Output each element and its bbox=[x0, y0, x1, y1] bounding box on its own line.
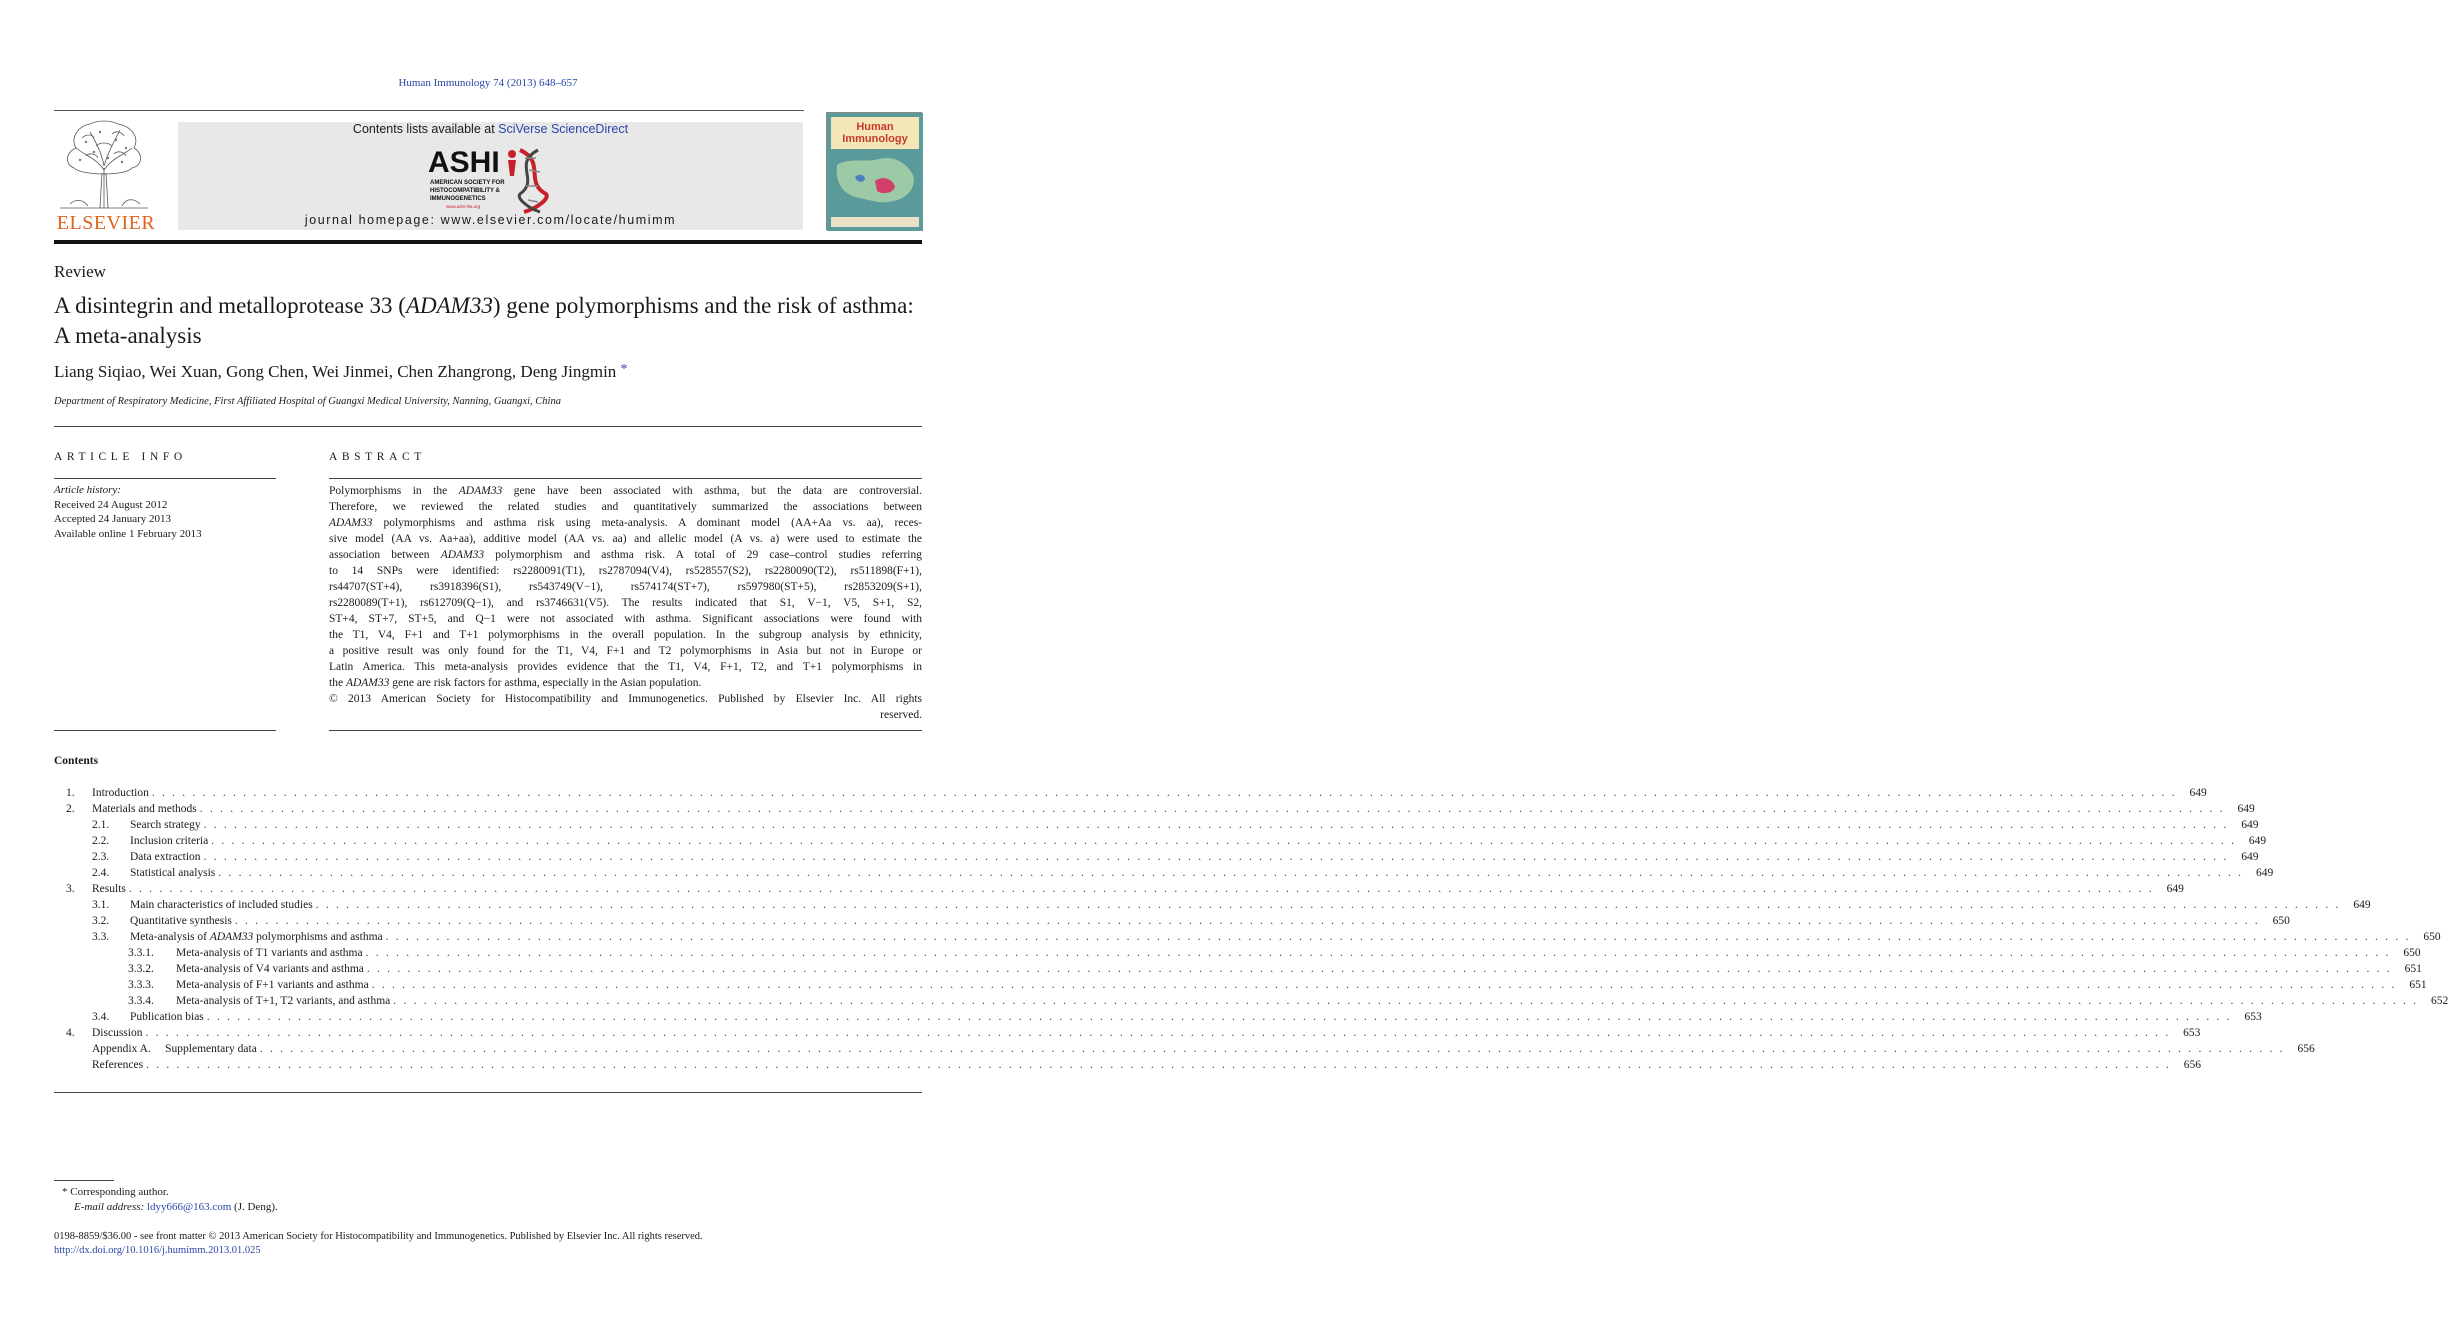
toc-title: Data extraction bbox=[130, 851, 201, 863]
toc-title: Meta-analysis of V4 variants and asthma bbox=[176, 963, 364, 975]
table-of-contents bbox=[54, 785, 2448, 1073]
toc-page-number: 649 bbox=[2241, 851, 2259, 863]
abstract-line: to 14 SNPs were identified: rs2280091(T1), rs2787094(V4), rs528557(S2), rs2280090(T2), rs511898(F+1), bbox=[329, 565, 922, 577]
toc-entry[interactable] bbox=[54, 897, 2371, 913]
article-type-label: Review bbox=[54, 262, 106, 281]
toc-entry[interactable] bbox=[54, 849, 2259, 865]
toc-title: Materials and methods bbox=[92, 803, 197, 815]
toc-entry[interactable] bbox=[54, 801, 2255, 817]
ashi-society-logo[interactable] bbox=[428, 142, 556, 214]
toc-entry[interactable] bbox=[54, 977, 2427, 993]
toc-title: Search strategy bbox=[130, 819, 201, 831]
toc-leader-dots: . . . . . . . . . . . . . . . . . . . . . . . . . . . . . . . . . . . . . . . . . . . . . . . . . . . . . . . . . . . . . . . . . . . . . . . . . . . . . . . . . . . . . . . . . . . . . . . . . . . . . . . . . . . . . . . . . . . . . . . . . . . . . . . . . . . . . . . . . . . . . . . . . . . . . . . . . . . . . . . . . . . . . . . . . . . . . . . . . . . . . . . . . . . . . . . . . . . . . . . . bbox=[371, 979, 2397, 991]
toc-number: 2. bbox=[66, 803, 75, 815]
author-affiliation: Department of Respiratory Medicine, First Affiliated Hospital of Guangxi Medical University, Nanning, Guangxi, China bbox=[54, 396, 561, 407]
journal-reference-link[interactable]: Human Immunology 74 (2013) 648–657 bbox=[398, 77, 578, 89]
toc-number: 1. bbox=[66, 787, 75, 799]
toc-leader-dots: . . . . . . . . . . . . . . . . . . . . . . . . . . . . . . . . . . . . . . . . . . . . . . . . . . . . . . . . . . . . . . . . . . . . . . . . . . . . . . . . . . . . . . . . . . . . . . . . . . . . . . . . . . . . . . . . . . . . . . . . . . . . . . . . . . . . . . . . . . . . . . . . . . . . . . . . . . . . . . . . . . . . . . . . . . . . . . . . . . . . . . . . . . . . . . . . . . . . . . . . bbox=[151, 787, 2177, 799]
toc-number: 2.1. bbox=[92, 819, 110, 831]
article-info-heading: ARTICLE INFO bbox=[54, 451, 187, 463]
toc-page-number: 649 bbox=[2189, 787, 2207, 799]
toc-page-number: 653 bbox=[2244, 1011, 2262, 1023]
toc-page-number: 651 bbox=[2404, 963, 2422, 975]
author-email-link[interactable]: ldyy666@163.com bbox=[146, 1201, 232, 1213]
toc-entry[interactable] bbox=[54, 1041, 2315, 1057]
footnote-rule bbox=[54, 1180, 114, 1181]
toc-entry[interactable] bbox=[54, 785, 2207, 801]
toc-page-number: 653 bbox=[2183, 1027, 2201, 1039]
ashi-name-line3: IMMUNOGENETICS bbox=[430, 196, 486, 202]
abstract-lines bbox=[329, 483, 922, 691]
toc-title: Statistical analysis bbox=[130, 867, 216, 879]
abstract-line: the T1, V4, F+1 and T+1 polymorphisms in the overall population. In the subgroup analysis by ethnicity, bbox=[329, 629, 922, 641]
toc-title: Appendix A. Supplementary data bbox=[92, 1043, 257, 1055]
toc-leader-dots: . . . . . . . . . . . . . . . . . . . . . . . . . . . . . . . . . . . . . . . . . . . . . . . . . . . . . . . . . . . . . . . . . . . . . . . . . . . . . . . . . . . . . . . . . . . . . . . . . . . . . . . . . . . . . . . . . . . . . . . . . . . . . . . . . . . . . . . . . . . . . . . . . . . . . . . . . . . . . . . . . . . . . . . . . . . . . . . . . . . . . . . . . . . . . . . . . . . . . . . . bbox=[365, 947, 2391, 959]
elsevier-logo[interactable] bbox=[54, 118, 158, 234]
toc-page-number: 649 bbox=[2166, 883, 2184, 895]
contents-heading: Contents bbox=[54, 755, 99, 767]
abstract-line: a positive result was only found for the T1, V4, F+1 and T2 polymorphisms in Asia but not in Europe or bbox=[329, 645, 922, 657]
abstract-heading: ABSTRACT bbox=[329, 451, 426, 463]
toc-page-number: 649 bbox=[2353, 899, 2371, 911]
toc-page-number: 656 bbox=[2297, 1043, 2315, 1055]
toc-page-number: 652 bbox=[2430, 995, 2448, 1007]
article-info-bottom-rule bbox=[54, 730, 276, 731]
toc-title: Meta-analysis of T+1, T2 variants, and asthma bbox=[176, 995, 391, 1007]
toc-title: Meta-analysis of F+1 variants and asthma bbox=[176, 979, 369, 991]
toc-leader-dots: . . . . . . . . . . . . . . . . . . . . . . . . . . . . . . . . . . . . . . . . . . . . . . . . . . . . . . . . . . . . . . . . . . . . . . . . . . . . . . . . . . . . . . . . . . . . . . . . . . . . . . . . . . . . . . . . . . . . . . . . . . . . . . . . . . . . . . . . . . . . . . . . . . . . . . . . . . . . . . . . . . . . . . . . . . . . . . . . . . . . . . . . . . . . . . . . . . . . . . . . bbox=[199, 803, 2225, 815]
toc-title: Quantitative synthesis bbox=[130, 915, 232, 927]
abstract-line: ADAM33 polymorphisms and asthma risk using meta-analysis. A dominant model (AA+Aa vs. aa), reces- bbox=[329, 517, 922, 529]
corresponding-author-marker[interactable]: * bbox=[620, 362, 628, 377]
toc-leader-dots: . . . . . . . . . . . . . . . . . . . . . . . . . . . . . . . . . . . . . . . . . . . . . . . . . . . . . . . . . . . . . . . . . . . . . . . . . . . . . . . . . . . . . . . . . . . . . . . . . . . . . . . . . . . . . . . . . . . . . . . . . . . . . . . . . . . . . . . . . . . . . . . . . . . . . . . . . . . . . . . . . . . . . . . . . . . . . . . . . . . . . . . . . . . . . . . . . . . . . . . . bbox=[128, 883, 2154, 895]
ashi-url: www.ashi-hla.org bbox=[446, 204, 481, 209]
cover-title: Human Immunology bbox=[842, 121, 908, 145]
history-label: Article history: bbox=[54, 484, 121, 496]
toc-page-number: 650 bbox=[2403, 947, 2421, 959]
ashi-name-line1: AMERICAN SOCIETY FOR bbox=[430, 180, 505, 186]
toc-leader-dots: . . . . . . . . . . . . . . . . . . . . . . . . . . . . . . . . . . . . . . . . . . . . . . . . . . . . . . . . . . . . . . . . . . . . . . . . . . . . . . . . . . . . . . . . . . . . . . . . . . . . . . . . . . . . . . . . . . . . . . . . . . . . . . . . . . . . . . . . . . . . . . . . . . . . . . . . . . . . . . . . . . . . . . . . . . . . . . . . . . . . . . . . . . . . . . . . . . . . . . . . bbox=[385, 931, 2411, 943]
toc-number: 3.3.4. bbox=[128, 995, 154, 1007]
toc-entry[interactable] bbox=[54, 945, 2421, 961]
toc-number: 2.2. bbox=[92, 835, 110, 847]
toc-page-number: 650 bbox=[2423, 931, 2441, 943]
elsevier-tree-icon bbox=[56, 118, 152, 210]
toc-page-number: 649 bbox=[2237, 803, 2255, 815]
toc-leader-dots: . . . . . . . . . . . . . . . . . . . . . . . . . . . . . . . . . . . . . . . . . . . . . . . . . . . . . . . . . . . . . . . . . . . . . . . . . . . . . . . . . . . . . . . . . . . . . . . . . . . . . . . . . . . . . . . . . . . . . . . . . . . . . . . . . . . . . . . . . . . . . . . . . . . . . . . . . . . . . . . . . . . . . . . . . . . . . . . . . . . . . . . . . . . . . . . . . . . . . . . . bbox=[203, 851, 2229, 863]
toc-number: 3.3.2. bbox=[128, 963, 154, 975]
abstract-body bbox=[329, 483, 922, 723]
affiliation-rule bbox=[54, 426, 922, 427]
toc-leader-dots: . . . . . . . . . . . . . . . . . . . . . . . . . . . . . . . . . . . . . . . . . . . . . . . . . . . . . . . . . . . . . . . . . . . . . . . . . . . . . . . . . . . . . . . . . . . . . . . . . . . . . . . . . . . . . . . . . . . . . . . . . . . . . . . . . . . . . . . . . . . . . . . . . . . . . . . . . . . . . . . . . . . . . . . . . . . . . . . . . . . . . . . . . . . . . . . . . . . . . . . . bbox=[393, 995, 2419, 1007]
toc-number: 3.1. bbox=[92, 899, 110, 911]
toc-number: 3.3.3. bbox=[128, 979, 154, 991]
author-list: Liang Siqiao, Wei Xuan, Gong Chen, Wei Jinmei, Chen Zhangrong, Deng Jingmin * bbox=[54, 362, 628, 381]
abstract-line: the ADAM33 gene are risk factors for asthma, especially in the Asian population. bbox=[329, 677, 702, 689]
toc-leader-dots: . . . . . . . . . . . . . . . . . . . . . . . . . . . . . . . . . . . . . . . . . . . . . . . . . . . . . . . . . . . . . . . . . . . . . . . . . . . . . . . . . . . . . . . . . . . . . . . . . . . . . . . . . . . . . . . . . . . . . . . . . . . . . . . . . . . . . . . . . . . . . . . . . . . . . . . . . . . . . . . . . . . . . . . . . . . . . . . . . . . . . . . . . . . . . . . . . . . . . . . . bbox=[366, 963, 2392, 975]
abstract-line: association between ADAM33 polymorphism and asthma risk. A total of 29 case–control studies referring bbox=[329, 549, 922, 561]
toc-title: Meta-analysis of T1 variants and asthma bbox=[176, 947, 363, 959]
toc-entry[interactable] bbox=[54, 865, 2274, 881]
toc-entry[interactable] bbox=[54, 833, 2267, 849]
toc-leader-dots: . . . . . . . . . . . . . . . . . . . . . . . . . . . . . . . . . . . . . . . . . . . . . . . . . . . . . . . . . . . . . . . . . . . . . . . . . . . . . . . . . . . . . . . . . . . . . . . . . . . . . . . . . . . . . . . . . . . . . . . . . . . . . . . . . . . . . . . . . . . . . . . . . . . . . . . . . . . . . . . . . . . . . . . . . . . . . . . . . . . . . . . . . . . . . . . . . . . . . . . . bbox=[259, 1043, 2285, 1055]
online-date: Available online 1 February 2013 bbox=[54, 527, 202, 540]
journal-cover-thumbnail[interactable] bbox=[826, 112, 922, 230]
abstract-line: Latin America. This meta-analysis provides evidence that the T1, V4, F+1, T2, and T+1 polymorphisms in bbox=[329, 661, 922, 673]
toc-entry[interactable] bbox=[54, 881, 2184, 897]
header-bottom-rule bbox=[54, 240, 922, 244]
received-date: Received 24 August 2012 bbox=[54, 498, 168, 511]
toc-number: 3.4. bbox=[92, 1011, 110, 1023]
toc-leader-dots: . . . . . . . . . . . . . . . . . . . . . . . . . . . . . . . . . . . . . . . . . . . . . . . . . . . . . . . . . . . . . . . . . . . . . . . . . . . . . . . . . . . . . . . . . . . . . . . . . . . . . . . . . . . . . . . . . . . . . . . . . . . . . . . . . . . . . . . . . . . . . . . . . . . . . . . . . . . . . . . . . . . . . . . . . . . . . . . . . . . . . . . . . . . . . . . . . . . . . . . . bbox=[203, 819, 2229, 831]
toc-page-number: 649 bbox=[2255, 867, 2274, 879]
toc-title: References bbox=[92, 1059, 144, 1071]
toc-page-number: 651 bbox=[2409, 979, 2427, 991]
toc-title: Main characteristics of included studies bbox=[130, 899, 313, 911]
dna-helix-icon bbox=[508, 150, 547, 212]
article-info-rule bbox=[54, 478, 276, 479]
page-footer bbox=[54, 1230, 703, 1258]
toc-number: 3.2. bbox=[92, 915, 110, 927]
toc-entry[interactable] bbox=[54, 1057, 2202, 1073]
toc-number: 3.3. bbox=[92, 931, 110, 943]
abstract-line: Therefore, we reviewed the related studies and quantitatively summarized the associations between bbox=[329, 501, 922, 513]
toc-leader-dots: . . . . . . . . . . . . . . . . . . . . . . . . . . . . . . . . . . . . . . . . . . . . . . . . . . . . . . . . . . . . . . . . . . . . . . . . . . . . . . . . . . . . . . . . . . . . . . . . . . . . . . . . . . . . . . . . . . . . . . . . . . . . . . . . . . . . . . . . . . . . . . . . . . . . . . . . . . . . . . . . . . . . . . . . . . . . . . . . . . . . . . . . . . . . . . . . . . . . . . . . bbox=[146, 1059, 2172, 1071]
toc-leader-dots: . . . . . . . . . . . . . . . . . . . . . . . . . . . . . . . . . . . . . . . . . . . . . . . . . . . . . . . . . . . . . . . . . . . . . . . . . . . . . . . . . . . . . . . . . . . . . . . . . . . . . . . . . . . . . . . . . . . . . . . . . . . . . . . . . . . . . . . . . . . . . . . . . . . . . . . . . . . . . . . . . . . . . . . . . . . . . . . . . . . . . . . . . . . . . . . . . . . . . . . . bbox=[206, 1011, 2232, 1023]
issn-line: 0198-8859/$36.00 - see front matter © 2013 American Society for Histocompatibility and Immunogenetics. Published by Elsevier Inc. All rights reserved. bbox=[54, 1231, 703, 1242]
article-title: A disintegrin and metalloprotease 33 (ADAM33) gene polymorphisms and the risk of asthma: A meta-analysis bbox=[54, 293, 914, 348]
toc-leader-dots: . . . . . . . . . . . . . . . . . . . . . . . . . . . . . . . . . . . . . . . . . . . . . . . . . . . . . . . . . . . . . . . . . . . . . . . . . . . . . . . . . . . . . . . . . . . . . . . . . . . . . . . . . . . . . . . . . . . . . . . . . . . . . . . . . . . . . . . . . . . . . . . . . . . . . . . . . . . . . . . . . . . . . . . . . . . . . . . . . . . . . . . . . . . . . . . . . . . . . . . . bbox=[234, 915, 2260, 927]
toc-title: Discussion bbox=[92, 1027, 143, 1039]
toc-title: Results bbox=[92, 883, 126, 895]
toc-number: 3. bbox=[66, 883, 75, 895]
accepted-date: Accepted 24 January 2013 bbox=[54, 513, 171, 525]
toc-entry[interactable] bbox=[54, 961, 2422, 977]
toc-title: Inclusion criteria bbox=[130, 835, 209, 847]
contents-bottom-rule bbox=[54, 1092, 922, 1093]
toc-page-number: 656 bbox=[2183, 1059, 2202, 1071]
toc-entry[interactable] bbox=[54, 929, 2441, 945]
corresponding-author-footnote: * Corresponding author. E-mail address: ldyy666@163.com (J. Deng). bbox=[62, 1186, 278, 1213]
abstract-rule bbox=[329, 478, 922, 479]
toc-page-number: 649 bbox=[2241, 819, 2259, 831]
abstract-line: sive model (AA vs. Aa+aa), additive model (AA vs. aa) and allelic model (A vs. a) were used to estimate the bbox=[329, 533, 922, 545]
toc-number: 2.3. bbox=[92, 851, 110, 863]
article-history bbox=[54, 483, 202, 541]
toc-entry[interactable] bbox=[54, 993, 2448, 1009]
journal-homepage-line[interactable]: journal homepage: www.elsevier.com/locate/humimm bbox=[304, 213, 677, 227]
abstract-line: rs2280089(T+1), rs612709(Q−1), and rs3746631(V5). The results indicated that S1, V−1, V5, S+1, S2, bbox=[329, 597, 922, 609]
toc-title: Introduction bbox=[92, 787, 149, 799]
toc-title: Publication bias bbox=[130, 1011, 204, 1023]
toc-entry[interactable] bbox=[54, 817, 2259, 833]
copyright-line1: © 2013 American Society for Histocompatibility and Immunogenetics. Published by Elsevier Inc. All rights bbox=[329, 693, 922, 705]
toc-number: 3.3.1. bbox=[128, 947, 154, 959]
ashi-name-line2: HISTOCOMPATIBILITY & bbox=[430, 188, 500, 194]
abstract-line: rs44707(ST+4), rs3918396(S1), rs543749(V−1), rs574174(ST+7), rs597980(ST+5), rs2853209(S+1), bbox=[329, 581, 922, 593]
abstract-bottom-rule bbox=[329, 730, 922, 731]
abstract-line: Polymorphisms in the ADAM33 gene have been associated with asthma, but the data are controversial. bbox=[329, 485, 923, 497]
toc-leader-dots: . . . . . . . . . . . . . . . . . . . . . . . . . . . . . . . . . . . . . . . . . . . . . . . . . . . . . . . . . . . . . . . . . . . . . . . . . . . . . . . . . . . . . . . . . . . . . . . . . . . . . . . . . . . . . . . . . . . . . . . . . . . . . . . . . . . . . . . . . . . . . . . . . . . . . . . . . . . . . . . . . . . . . . . . . . . . . . . . . . . . . . . . . . . . . . . . . . . . . . . . bbox=[211, 835, 2237, 847]
abstract-line: ST+4, ST+7, ST+5, and Q−1 were not associated with asthma. Significant associations were found with bbox=[329, 613, 922, 625]
toc-number: 2.4. bbox=[92, 867, 110, 879]
toc-leader-dots: . . . . . . . . . . . . . . . . . . . . . . . . . . . . . . . . . . . . . . . . . . . . . . . . . . . . . . . . . . . . . . . . . . . . . . . . . . . . . . . . . . . . . . . . . . . . . . . . . . . . . . . . . . . . . . . . . . . . . . . . . . . . . . . . . . . . . . . . . . . . . . . . . . . . . . . . . . . . . . . . . . . . . . . . . . . . . . . . . . . . . . . . . . . . . . . . . . . . . . . . bbox=[315, 899, 2341, 911]
toc-page-number: 650 bbox=[2272, 915, 2290, 927]
toc-number: 4. bbox=[66, 1027, 75, 1039]
toc-leader-dots: . . . . . . . . . . . . . . . . . . . . . . . . . . . . . . . . . . . . . . . . . . . . . . . . . . . . . . . . . . . . . . . . . . . . . . . . . . . . . . . . . . . . . . . . . . . . . . . . . . . . . . . . . . . . . . . . . . . . . . . . . . . . . . . . . . . . . . . . . . . . . . . . . . . . . . . . . . . . . . . . . . . . . . . . . . . . . . . . . . . . . . . . . . . . . . . . . . . . . . . . bbox=[145, 1027, 2171, 1039]
journal-banner bbox=[178, 122, 803, 230]
contents-availability-line: Contents lists available at SciVerse ScienceDirect bbox=[352, 122, 629, 136]
toc-title: Meta-analysis of ADAM33 polymorphisms and asthma bbox=[130, 931, 383, 943]
toc-page-number: 649 bbox=[2248, 835, 2267, 847]
toc-entry[interactable] bbox=[54, 913, 2290, 929]
toc-entry[interactable] bbox=[54, 1025, 2201, 1041]
copyright-line2: reserved. bbox=[880, 709, 922, 721]
toc-leader-dots: . . . . . . . . . . . . . . . . . . . . . . . . . . . . . . . . . . . . . . . . . . . . . . . . . . . . . . . . . . . . . . . . . . . . . . . . . . . . . . . . . . . . . . . . . . . . . . . . . . . . . . . . . . . . . . . . . . . . . . . . . . . . . . . . . . . . . . . . . . . . . . . . . . . . . . . . . . . . . . . . . . . . . . . . . . . . . . . . . . . . . . . . . . . . . . . . . . . . . . . . bbox=[218, 867, 2244, 879]
ashi-acronym: ASHI bbox=[428, 146, 500, 179]
sciencedirect-link[interactable]: SciVerse ScienceDirect bbox=[498, 122, 629, 136]
toc-entry[interactable] bbox=[54, 1009, 2262, 1025]
header-top-rule bbox=[54, 110, 804, 111]
doi-link[interactable]: http://dx.doi.org/10.1016/j.humimm.2013.01.025 bbox=[54, 1245, 261, 1256]
elsevier-wordmark: ELSEVIER bbox=[56, 212, 156, 234]
